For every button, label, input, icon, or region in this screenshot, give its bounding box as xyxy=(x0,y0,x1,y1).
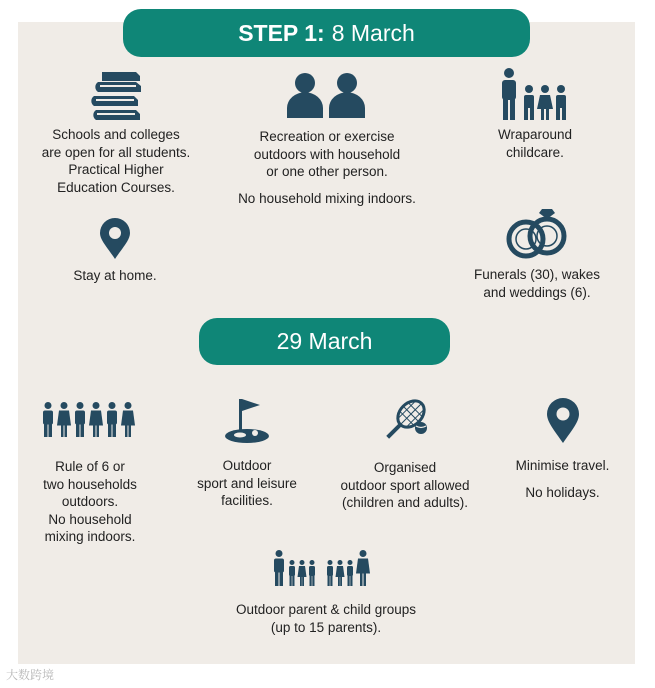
family-icon xyxy=(497,68,573,122)
rule-of-six-text-1: Rule of 6 or xyxy=(55,459,125,474)
step2-header xyxy=(199,318,450,365)
parent-child-text-2: (up to 15 parents). xyxy=(270,619,382,635)
recreation-text-2: outdoors with household xyxy=(253,146,401,162)
organised-sport-text-1: Organised xyxy=(373,460,437,475)
sport-leisure-text-2: sport and leisure xyxy=(197,475,297,491)
recreation-item xyxy=(222,72,432,207)
watermark: 大数跨境 xyxy=(6,668,55,682)
rule-of-six-text-5: mixing indoors. xyxy=(44,529,136,544)
schools-text-2: are open for all students. xyxy=(41,144,191,160)
step1-header-label: STEP 1: xyxy=(238,19,325,46)
schools-text-4: Education Courses. xyxy=(57,179,175,195)
minimise-travel-text: Minimise travel. xyxy=(515,458,610,473)
funerals-item xyxy=(462,206,612,301)
wraparound-text-2: childcare. xyxy=(506,144,564,160)
rule-of-six-text-3: outdoors. xyxy=(61,494,119,509)
funerals-text-2: and weddings (6). xyxy=(483,284,591,300)
organised-sport-text-2: outdoor sport allowed xyxy=(340,477,470,493)
location-pin-icon xyxy=(98,218,132,260)
rule-of-six-text-2: two households xyxy=(43,476,137,492)
golf-flag-icon xyxy=(222,395,272,445)
step1-header-date: 8 March xyxy=(331,19,415,46)
wraparound-text-1: Wraparound xyxy=(497,127,573,142)
organised-sport-text-3: (children and adults). xyxy=(341,495,469,510)
step1-header xyxy=(123,9,530,57)
stay-home-text: Stay at home. xyxy=(73,268,157,283)
schools-text-3: Practical Higher xyxy=(68,162,164,177)
rule-of-six-item xyxy=(20,402,160,546)
sport-leisure-text-1: Outdoor xyxy=(222,458,272,473)
no-holidays-text: No holidays. xyxy=(525,484,600,500)
books-icon xyxy=(88,70,144,122)
schools-item xyxy=(30,70,202,196)
recreation-text-3: or one other person. xyxy=(266,164,388,179)
organised-sport-item xyxy=(330,397,480,512)
rule-of-six-text-4: No household xyxy=(48,511,132,527)
parent-child-groups-icon xyxy=(271,550,381,588)
sport-leisure-text-3: facilities. xyxy=(221,493,273,508)
sport-leisure-item xyxy=(182,395,312,510)
minimise-travel-item xyxy=(500,398,625,501)
schools-text-1: Schools and colleges xyxy=(52,127,180,142)
funerals-text-1: Funerals (30), wakes xyxy=(473,267,601,282)
wraparound-item xyxy=(470,68,600,161)
location-pin-icon xyxy=(545,398,581,444)
wedding-rings-icon xyxy=(502,206,572,260)
stay-home-item xyxy=(55,218,175,285)
recreation-text-extra: No household mixing indoors. xyxy=(238,190,416,206)
two-people-icon xyxy=(285,72,369,120)
parent-child-text-1: Outdoor parent & child groups xyxy=(235,602,417,617)
six-people-icon xyxy=(40,402,140,438)
parent-child-groups-item xyxy=(205,550,447,636)
tennis-racket-icon xyxy=(378,397,432,447)
recreation-text-1: Recreation or exercise xyxy=(259,129,395,144)
step2-header-date: 29 March xyxy=(276,328,373,354)
